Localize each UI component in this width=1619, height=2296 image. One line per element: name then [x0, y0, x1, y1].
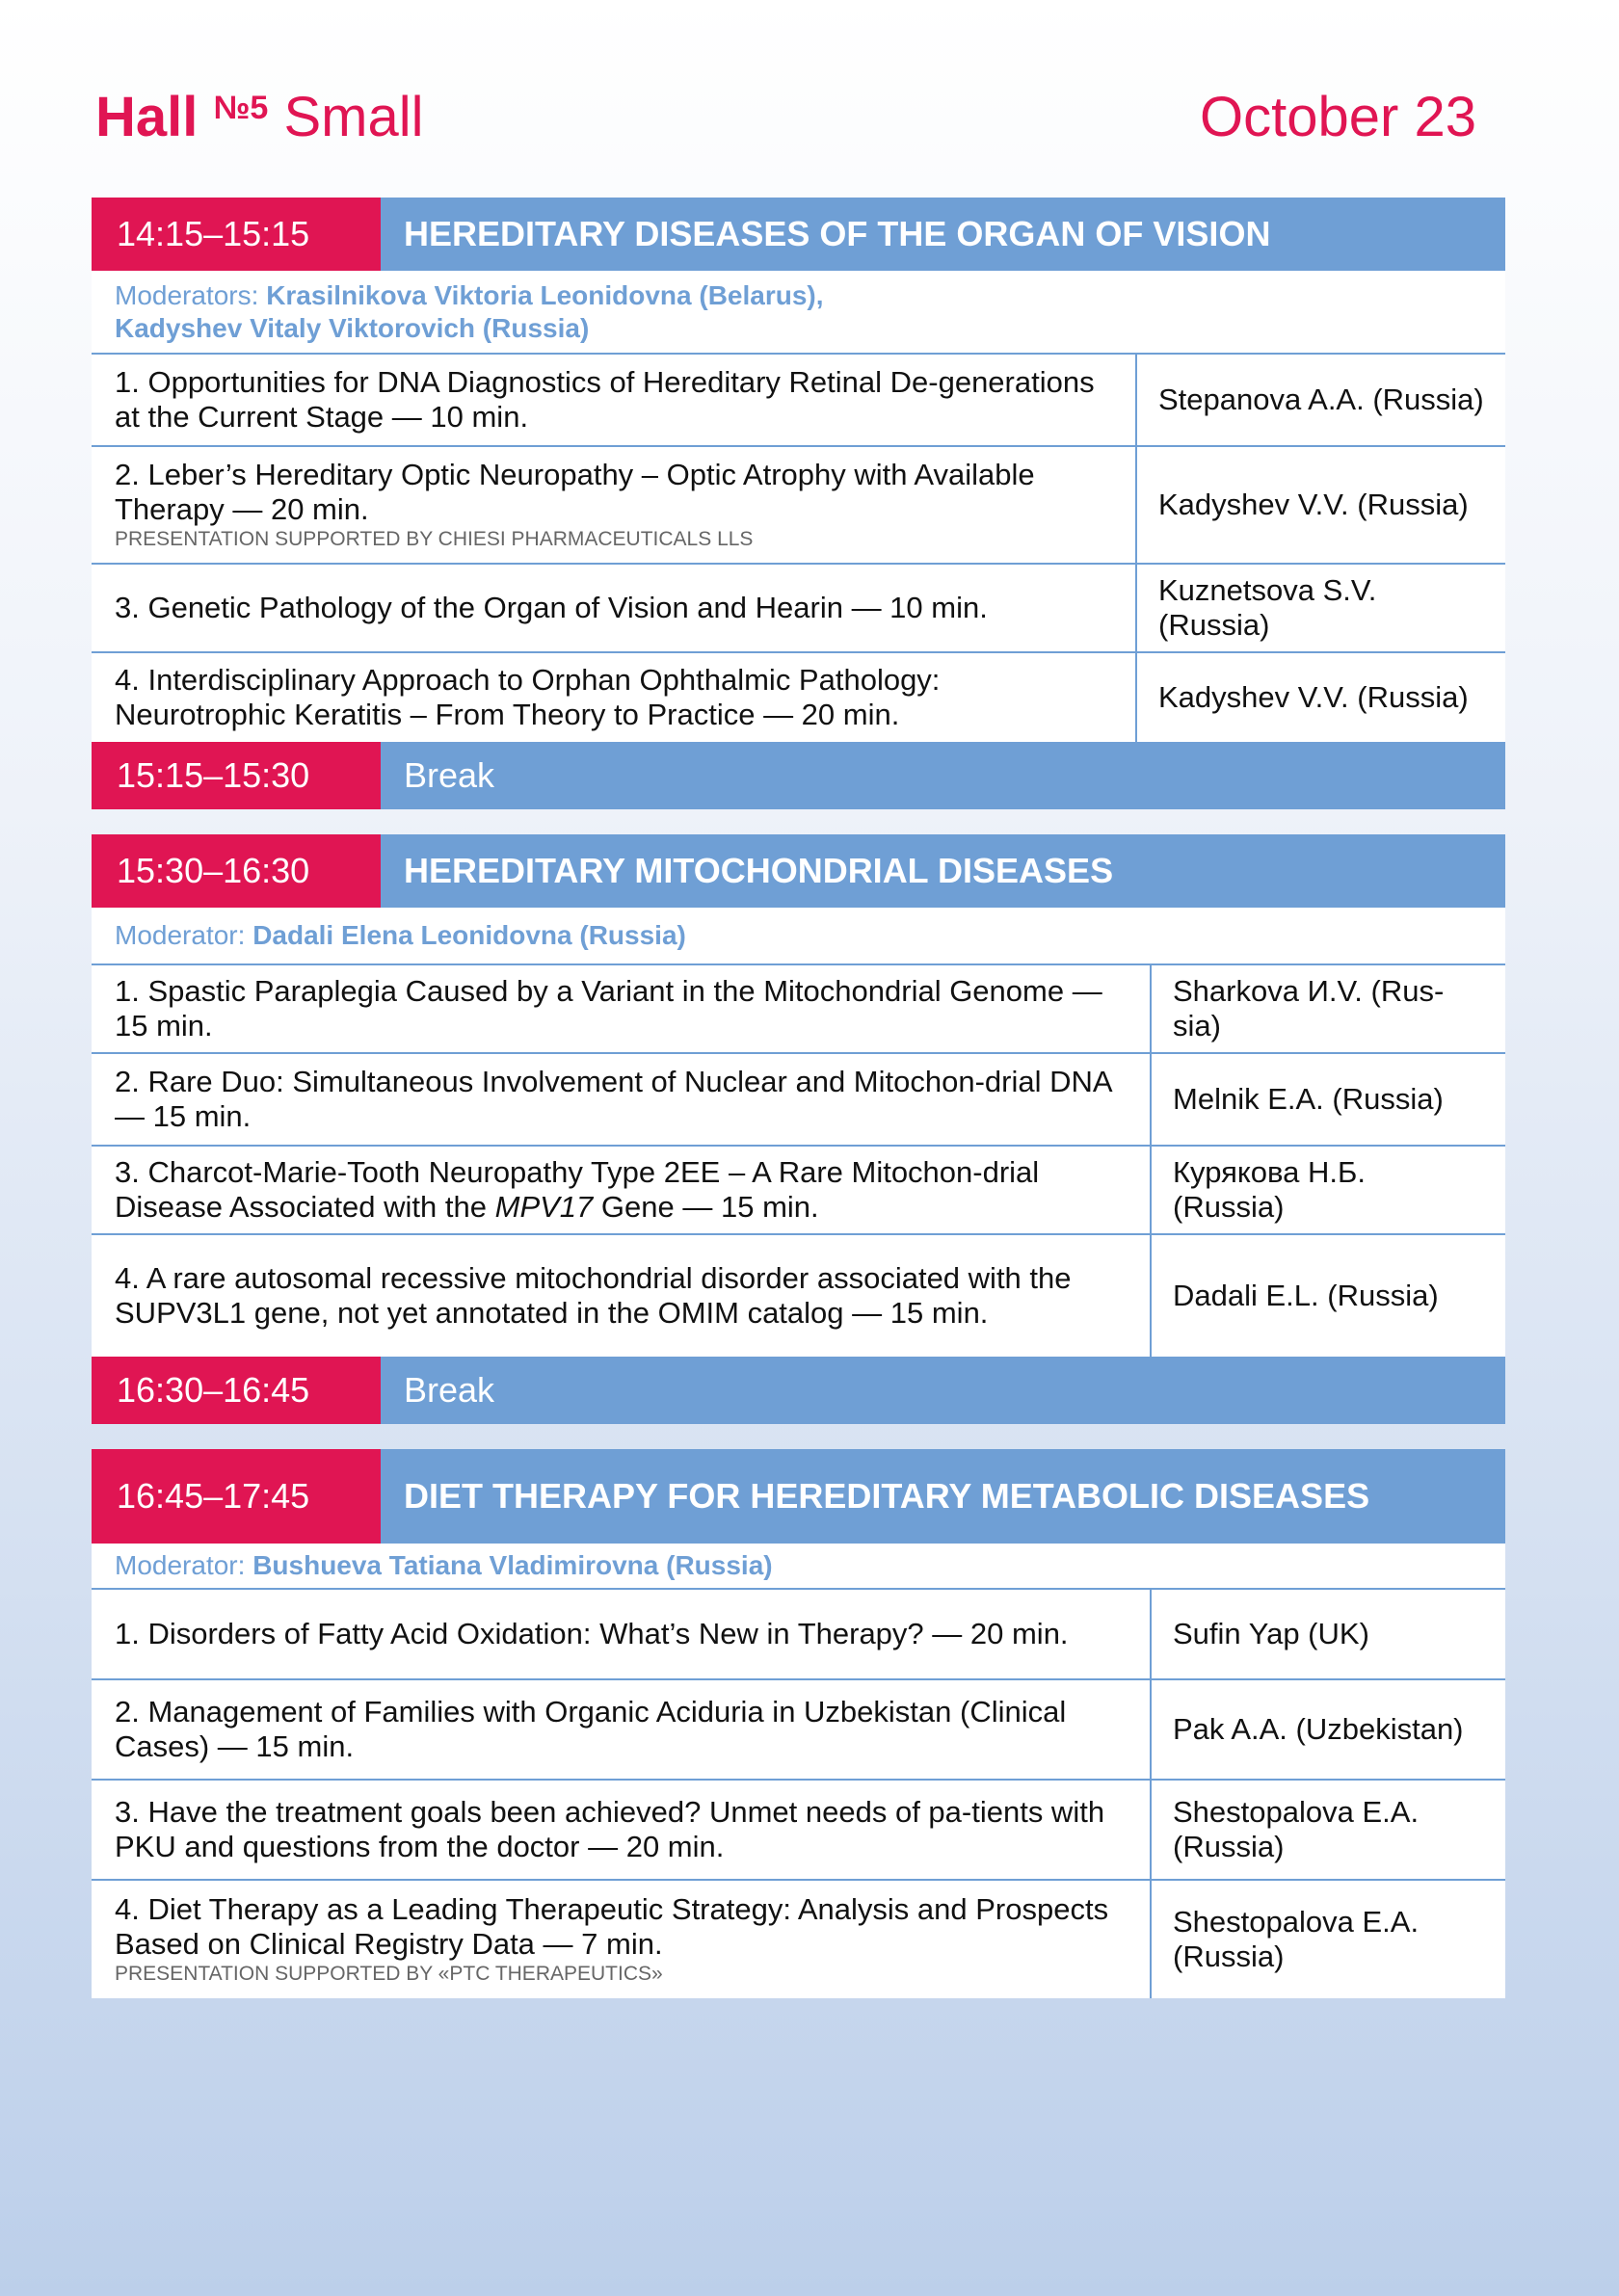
session-time: 15:30–16:30	[92, 834, 381, 908]
talk-speaker: Stepanova A.A. (Russia)	[1158, 383, 1484, 416]
session-title: HEREDITARY DISEASES OF THE ORGAN OF VISION	[381, 198, 1505, 271]
page-header	[95, 85, 1476, 152]
talk-speaker: Shestopalova E.A. (Russia)	[1173, 1795, 1420, 1863]
talk-title: 4. Interdisciplinary Approach to Orphan Ophthalmic Pathology: Neurotrophic Keratitis – From Theory to Practice — 20 min.	[92, 653, 1137, 742]
talk-title: 1. Opportunities for DNA Diagnostics of Hereditary Retinal De-generations at the Current Stage — 10 min.	[92, 355, 1137, 445]
break-title: Break	[381, 742, 1505, 809]
program-table	[92, 198, 1505, 1998]
talk-row	[92, 1781, 1505, 1881]
hall-title: Hall $^{№5}$ Small	[95, 86, 424, 148]
sponsor-note: PRESENTATION SUPPORTED BY «PTC THERAPEUTICS»	[115, 1963, 663, 1985]
sponsor-note: PRESENTATION SUPPORTED BY CHIESI PHARMACEUTICALS LLS	[115, 528, 754, 550]
session-title: DIET THERAPY FOR HEREDITARY METABOLIC DISEASES	[381, 1449, 1505, 1544]
break-1	[92, 742, 1505, 809]
talk-row	[92, 1054, 1505, 1147]
talk-row	[92, 447, 1505, 565]
talk-row	[92, 965, 1505, 1054]
break-time: 15:15–15:30	[92, 742, 381, 809]
talk-row	[92, 1590, 1505, 1680]
session-moderators: Moderator: Dadali Elena Leonidovna (Russia)	[92, 908, 1505, 965]
talk-row	[92, 355, 1505, 447]
talk-speaker: Kadyshev V.V. (Russia)	[1158, 680, 1469, 714]
talk-title: 3. Charcot-Marie-Tooth Neuropathy Type 2EE – A Rare Mitochon-drial Disease Associated with the MPV17 Gene — 15 min.	[92, 1147, 1152, 1233]
talk-title: 1. Disorders of Fatty Acid Oxidation: What’s New in Therapy? — 20 min.	[92, 1590, 1152, 1678]
talk-title: 1. Spastic Paraplegia Caused by a Variant in the Mitochondrial Genome — 15 min.	[92, 965, 1152, 1052]
talk-title: 2. Leber’s Hereditary Optic Neuropathy – Optic Atrophy with Available Therapy — 20 min. PRESENTATION SUPPORTED BY CHIESI PHARMACEUTICALS LLS	[92, 447, 1137, 563]
break-title: Break	[381, 1357, 1505, 1424]
talk-speaker: Shestopalova E.A. (Russia)	[1173, 1905, 1420, 1973]
talk-title: 4. A rare autosomal recessive mitochondrial disorder associated with the SUPV3L1 gene, not yet annotated in the OMIM catalog — 15 min.	[92, 1235, 1152, 1357]
talk-row	[92, 565, 1505, 653]
date-title: October 23	[1200, 86, 1476, 148]
talk-title: 4. Diet Therapy as a Leading Therapeutic Strategy: Analysis and Prospects Based on Clinical Registry Data — 7 min. PRESENTATION SUPPORTED BY «PTC THERAPEUTICS»	[92, 1881, 1152, 1998]
talk-row	[92, 1680, 1505, 1781]
break-2	[92, 1357, 1505, 1424]
talk-title: 3. Genetic Pathology of the Organ of Vision and Hearin — 10 min.	[92, 565, 1137, 651]
break-time: 16:30–16:45	[92, 1357, 381, 1424]
talk-row	[92, 1147, 1505, 1235]
talk-speaker: Курякова Н.Б. (Russia)	[1173, 1155, 1366, 1224]
session-moderators: Moderators: Krasilnikova Viktoria Leonidovna (Belarus), Kadyshev Vitaly Viktorovich (Russia)	[92, 271, 1505, 355]
session-time: 16:45–17:45	[92, 1449, 381, 1544]
talk-row	[92, 1881, 1505, 1998]
session-title: HEREDITARY MITOCHONDRIAL DISEASES	[381, 834, 1505, 908]
talk-title: 2. Management of Families with Organic Aciduria in Uzbekistan (Clinical Cases) — 15 min.	[92, 1680, 1152, 1779]
gene-name: MPV17	[494, 1190, 594, 1224]
session-vision	[92, 198, 1505, 742]
talk-speaker: Pak A.A. (Uzbekistan)	[1173, 1712, 1464, 1746]
talk-row	[92, 1235, 1505, 1357]
talk-speaker: Sharkova И.V. (Rus-sia)	[1173, 974, 1445, 1042]
talk-row	[92, 653, 1505, 742]
talk-speaker: Dadali E.L. (Russia)	[1173, 1279, 1439, 1312]
session-moderators: Moderator: Bushueva Tatiana Vladimirovna (Russia)	[92, 1544, 1505, 1590]
session-time: 14:15–15:15	[92, 198, 381, 271]
talk-speaker: Melnik E.A. (Russia)	[1173, 1082, 1444, 1116]
session-diet-therapy	[92, 1449, 1505, 1998]
session-mitochondrial	[92, 834, 1505, 1357]
talk-title: 2. Rare Duo: Simultaneous Involvement of Nuclear and Mitochon-drial DNA — 15 min.	[92, 1054, 1152, 1145]
talk-title: 3. Have the treatment goals been achieved? Unmet needs of pa-tients with PKU and questions from the doctor — 20 min.	[92, 1781, 1152, 1879]
talk-speaker: Kadyshev V.V. (Russia)	[1158, 488, 1469, 521]
talk-speaker: Kuznetsova S.V. (Russia)	[1158, 573, 1377, 642]
talk-speaker: Sufin Yap (UK)	[1173, 1617, 1369, 1650]
